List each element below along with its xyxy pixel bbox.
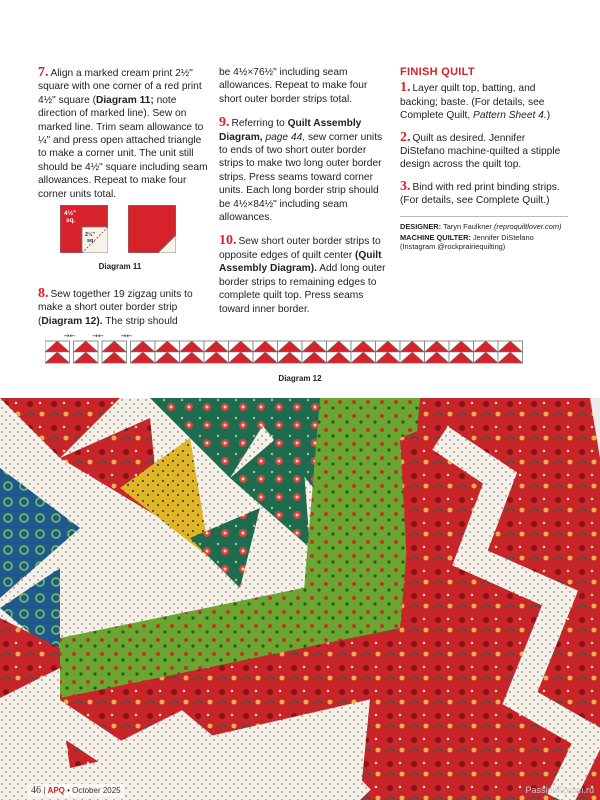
zigzag-unit bbox=[376, 341, 401, 363]
quilt-photo-image bbox=[0, 398, 600, 800]
column-1 bbox=[38, 66, 210, 209]
finish-step-1: 1. Layer quilt top, batting, and backing; baste. (For details, see Complete Quilt, Pattern Sheet 4.) bbox=[400, 80, 551, 122]
diagram-11-square-marked bbox=[60, 205, 108, 253]
zigzag-unit bbox=[425, 341, 450, 363]
step-10-number: 10. bbox=[219, 233, 237, 249]
step-7: 7. Align a marked cream print 2½" square with one corner of a red print 4½" square (Diagram 11; note direction of marked line). Sew on marked line. Trim seam allowance to ¼" and press open attached triangle to make a corner unit. The unit still should be 4½" square including seam allowances. Repeat to make four corner units total. bbox=[38, 65, 208, 200]
step-8: 8. Sew together 19 zigzag units to make a short outer border strip (Diagram 12). The strip should bbox=[38, 286, 193, 327]
zigzag-unit bbox=[400, 341, 425, 363]
join-arrow-icon: →← bbox=[120, 332, 133, 340]
quilt-photo bbox=[0, 398, 600, 800]
svg-text:sq.: sq. bbox=[87, 238, 95, 244]
issue-date: October 2025 bbox=[72, 786, 121, 795]
column-2 bbox=[219, 66, 391, 324]
zigzag-unit bbox=[474, 341, 499, 363]
zigzag-unit bbox=[327, 341, 352, 363]
watermark: PassionForum.ru bbox=[525, 785, 594, 795]
finish-step-2: 2. Quilt as desired. Jennifer DiStefano machine-quilted a stipple design across the quilt top. bbox=[400, 129, 561, 171]
zigzag-unit bbox=[253, 341, 278, 363]
join-arrow-icon: →← bbox=[63, 332, 76, 340]
svg-text:4½": 4½" bbox=[64, 210, 77, 217]
column-1-lower bbox=[38, 287, 210, 336]
join-arrow-icon: →← bbox=[92, 332, 104, 340]
magazine-name: APQ bbox=[47, 786, 65, 795]
zigzag-unit bbox=[498, 341, 523, 363]
designer-credit: DESIGNER: Taryn Faulkner (reproquiltlover.com) bbox=[400, 221, 562, 231]
svg-text:2½": 2½" bbox=[85, 232, 96, 238]
step-8-continued: be 4½×76½" including seam allowances. Repeat to make four short outer border strips total. bbox=[219, 67, 368, 105]
zigzag-unit bbox=[131, 341, 156, 363]
zigzag-unit bbox=[102, 341, 127, 363]
svg-text:sq.: sq. bbox=[66, 217, 76, 224]
zigzag-unit bbox=[155, 341, 180, 363]
page-number: 46 bbox=[31, 785, 41, 796]
diagram-12-ref: Diagram 12). bbox=[41, 315, 103, 327]
step-9-number: 9. bbox=[219, 115, 230, 131]
quilter-credit: MACHINE QUILTER: Jennifer DiStefano (Instagram @rockprairiequilting) bbox=[400, 233, 534, 252]
page-footer: 46 | APQ • October 2025 bbox=[28, 784, 124, 797]
finish-step-3: 3. Bind with red print binding strips. (For details, see Complete Quilt.) bbox=[400, 178, 560, 207]
zigzag-unit bbox=[302, 341, 327, 363]
zigzag-unit bbox=[204, 341, 229, 363]
zigzag-unit bbox=[180, 341, 205, 363]
zigzag-unit bbox=[449, 341, 474, 363]
step-7-number: 7. bbox=[38, 65, 49, 80]
diagram-11-square-finished bbox=[128, 205, 176, 253]
zigzag-unit bbox=[351, 341, 376, 363]
diagram-11-ref: Diagram 11; bbox=[95, 94, 154, 106]
diagram-12 bbox=[45, 332, 555, 382]
zigzag-unit bbox=[74, 341, 99, 363]
step-9: 9. Referring to Quilt Assembly Diagram, page 44, sew corner units to ends of two short outer border strips to make two long outer border strips. Press seams toward corner units. Each long border strip should be 4½×84½" including seam allowances. bbox=[219, 115, 383, 224]
zigzag-unit bbox=[45, 341, 70, 363]
diagram-11-label: Diagram 11 bbox=[98, 262, 142, 271]
diagram-12-strip bbox=[45, 332, 555, 368]
step-10: 10. Sew short outer border strips to opposite edges of quilt center (Quilt Assembly Diagram). Add long outer border strips to remaining edges to complete quilt top. Press seams toward inner border. bbox=[219, 233, 386, 315]
zigzag-unit bbox=[229, 341, 254, 363]
finish-quilt-heading: FINISH QUILT bbox=[400, 66, 475, 78]
diagram-11 bbox=[60, 205, 180, 277]
step-8-number: 8. bbox=[38, 286, 49, 301]
zigzag-unit bbox=[278, 341, 303, 363]
diagram-12-label: Diagram 12 bbox=[278, 374, 322, 383]
credits bbox=[400, 216, 568, 252]
column-3 bbox=[400, 66, 568, 252]
